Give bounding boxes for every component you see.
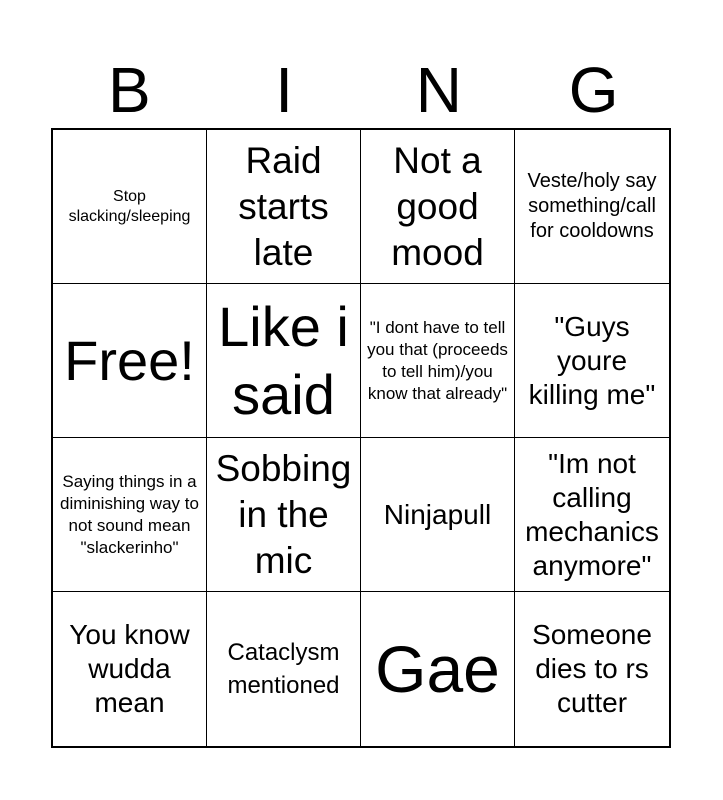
bingo-cell-text: "I dont have to tell you that (proceeds to tell him)/you know that already": [367, 317, 508, 403]
bingo-cell-1[interactable]: [53, 130, 207, 284]
bingo-cell-text: Veste/holy say something/call for cooldowns: [527, 170, 657, 242]
bingo-board: [51, 128, 671, 748]
bingo-cell-text: Stop slacking/sleeping: [68, 187, 191, 225]
bingo-cell-6[interactable]: [207, 284, 361, 438]
bingo-cell-7[interactable]: [361, 284, 515, 438]
bingo-cell-13[interactable]: [53, 592, 207, 746]
bingo-cell-text: Gae: [375, 632, 500, 706]
bingo-cell-16[interactable]: [515, 592, 669, 746]
bingo-cell-11[interactable]: [361, 438, 515, 592]
bingo-cell-10[interactable]: [207, 438, 361, 592]
bingo-cell-text: Free!: [64, 328, 195, 392]
bingo-cell-text: Like i said: [218, 294, 349, 426]
bingo-cell-15[interactable]: [361, 592, 515, 746]
bingo-cell-12[interactable]: [515, 438, 669, 592]
bingo-cell-text: You know wudda mean: [69, 619, 190, 718]
bingo-cell-text: Not a good mood: [391, 139, 484, 273]
bingo-cell-text: Someone dies to rs cutter: [532, 619, 652, 718]
header-letter-n: N: [415, 54, 462, 126]
bingo-cell-text: Raid starts late: [238, 139, 329, 273]
bingo-cell-text: Ninjapull: [383, 498, 492, 530]
bingo-cell-3[interactable]: [361, 130, 515, 284]
bingo-cell-9[interactable]: [53, 438, 207, 592]
bingo-header: [52, 55, 671, 125]
bingo-cell-text: Saying things in a diminishing way to not sound mean "slackerinho": [60, 471, 199, 557]
bingo-cell-text: "Im not calling mechanics anymore": [525, 447, 659, 581]
header-letter-i: I: [275, 54, 294, 126]
header-letter-b: B: [108, 54, 151, 126]
bingo-cell-text: "Guys youre killing me": [528, 310, 656, 410]
bingo-cell-14[interactable]: [207, 592, 361, 746]
header-letter-g: G: [568, 54, 619, 126]
bingo-cell-text: Cataclysm mentioned: [227, 639, 340, 699]
bingo-cell-2[interactable]: [207, 130, 361, 284]
bingo-cell-8[interactable]: [515, 284, 669, 438]
bingo-cell-free[interactable]: [53, 284, 207, 438]
bingo-cell-text: Sobbing in the mic: [215, 447, 352, 581]
bingo-cell-4[interactable]: [515, 130, 669, 284]
